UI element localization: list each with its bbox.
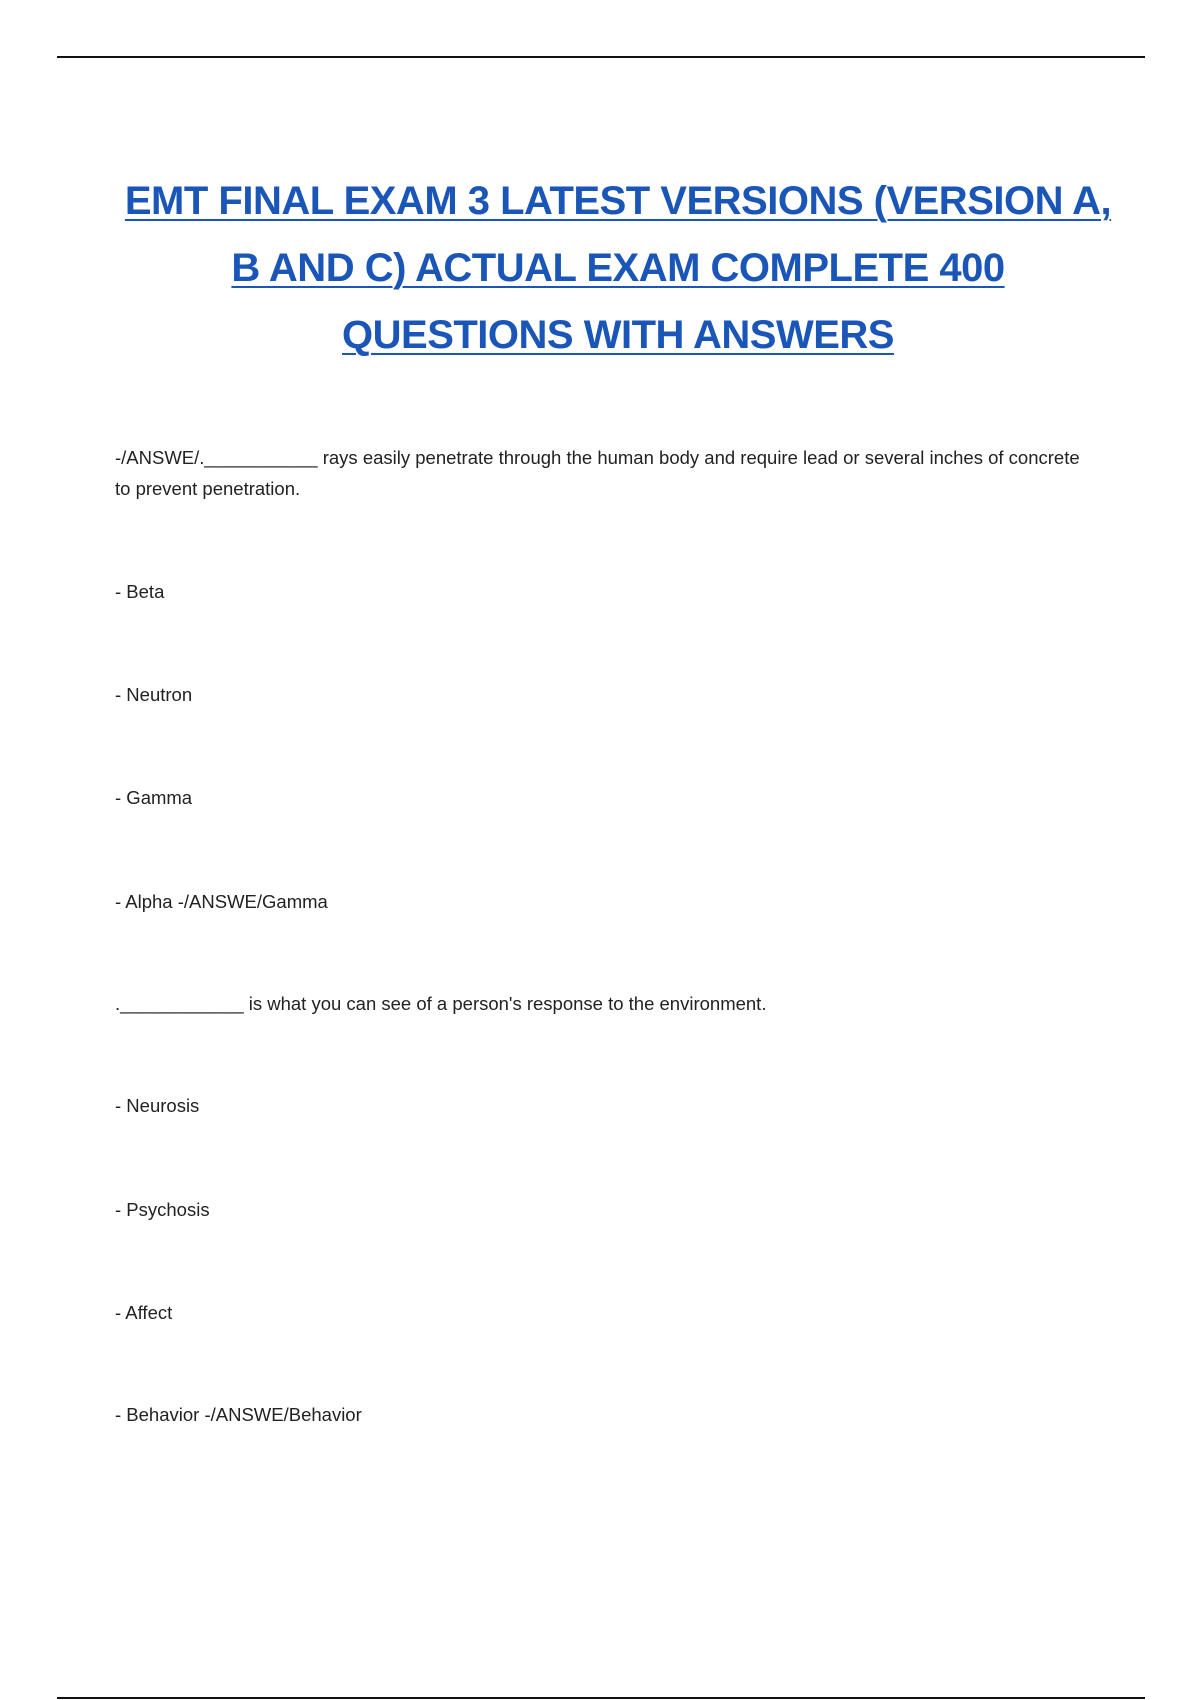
question-prompt: .____________ is what you can see of a person's response to the environment. xyxy=(115,993,767,1014)
answer-option: - Alpha -/ANSWE/Gamma xyxy=(115,891,328,912)
answer-option: - Psychosis xyxy=(115,1199,210,1220)
answer-option: - Neutron xyxy=(115,684,193,705)
answer-option: - Neurosis xyxy=(115,1095,200,1116)
answer-option: - Behavior -/ANSWE/Behavior xyxy=(115,1404,362,1425)
question-prompt: -/ANSWE/.___________ rays easily penetrate through the human body and require lead or several inches of concrete to prevent penetration. xyxy=(115,447,1080,499)
document-title: EMT FINAL EXAM 3 LATEST VERSIONS (VERSION A, B AND C) ACTUAL EXAM COMPLETE 400 QUESTIONS WITH ANSWERS xyxy=(124,179,1112,357)
header-rule xyxy=(57,56,1145,58)
answer-option: - Gamma xyxy=(115,787,193,808)
answer-option: - Affect xyxy=(115,1302,173,1323)
footer-rule xyxy=(57,1697,1145,1699)
answer-option: - Beta xyxy=(115,581,165,602)
